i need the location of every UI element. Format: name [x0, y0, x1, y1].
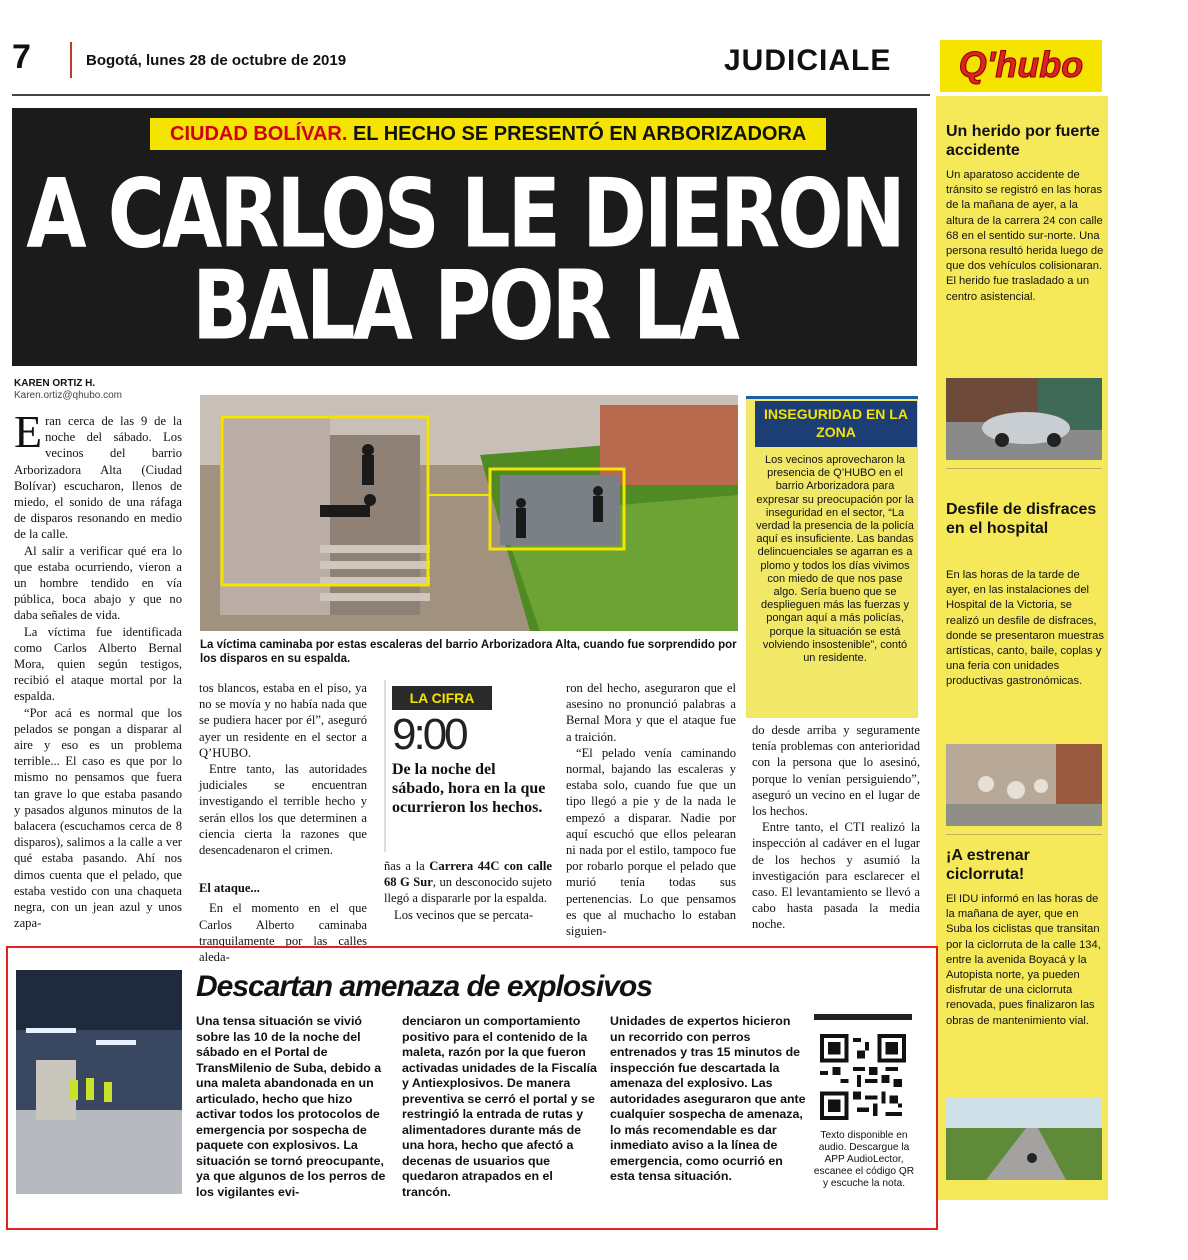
kicker	[150, 118, 826, 150]
sidebar-divider	[946, 468, 1102, 469]
kicker-text: EL HECHO SE PRESENTÓ EN ARBORIZADORA	[352, 123, 807, 145]
paragraph: En el momento en el que Carlos Alberto caminaba tranquilamente por las calles aleda-	[199, 901, 367, 965]
sidebar-title: Desfile de disfraces en el hospital	[946, 501, 1097, 537]
cifra-text: De la noche del sábado, hora en la que ocurrieron los hechos.	[392, 761, 546, 816]
qr-top-bar	[814, 1014, 912, 1020]
kicker-location: CIUDAD BOLÍVAR.	[170, 123, 348, 145]
paragraph: Entre tanto, las autoridades judiciales se encuentran investigando el terrible hecho y serán ellos los que determinen a ciencia cierta la razones que desencadenaron el crimen.	[199, 762, 367, 858]
author-email[interactable]: Karen.ortiz@qhubo.com	[14, 390, 122, 401]
newspaper-logo: Q'hubo	[940, 40, 1102, 92]
header-divider	[70, 42, 72, 78]
paragraph: do desde arriba y seguramente tenía problemas con anterioridad con la persona que lo asesinó, porque lo venían persiguiendo”, aseguró un vecino en el lugar de los hechos.	[752, 723, 920, 819]
paragraph: Al salir a verificar qué era lo que estaba ocurriendo, vieron a un hombre tendido en vía pública, boca abajo y que no daba señales de vida.	[14, 543, 182, 623]
page-number: 7	[12, 38, 31, 76]
boxed-story-column-3: Unidades de expertos hicieron un recorrido con perros entrenados y tras 15 minutos de inspección fue descartada la amenaza del explosivo. Las autoridades aseguraron que ante cualquier sospecha de amenaza, lo más recomendable es dar inmediato aviso a la línea de emergencia, como ocurrió en esta tensa situación.	[610, 1014, 806, 1183]
costume-parade-photo	[946, 744, 1102, 826]
section-title: JUDICIALE	[724, 44, 892, 77]
transmilenio-photo	[16, 970, 182, 1194]
paragraph: ron del hecho, aseguraron que el asesino no pronunció palabras a Bernal Mora y que el ataque fue a traición.	[566, 681, 736, 744]
paragraph: Los vecinos que se percata-	[394, 907, 534, 922]
paragraph: ñas a la Carrera 44C con calle 68 G Sur, un desconocido sujeto llegó a dispararle por la espalda.	[384, 859, 552, 906]
sidebar-title: Un herido por fuerte accidente	[946, 123, 1100, 159]
paragraph: “Por acá es normal que los pelados se pongan a disparar al aire y eso es un problema terrible... El caso es que por lo mismo no pensamos que fuera tan grave lo que estaba pasando y pasados algunos minutos de la balacera (escuchamos cerca de 8 disparos), salimos a la calle a ver qué estaba pasando. Ahí nos dimos cuenta que el pelado, que estaba vestido con una chaqueta negra, con un jean azul y unos zapa-	[14, 705, 182, 931]
qr-caption: Texto disponible en audio. Descargue la APP AudioLector, escanee el código QR y escuche la nota.	[813, 1130, 915, 1189]
paragraph: Eran cerca de las 9 de la noche del sábado. Los vecinos del barrio Arborizadora Alta (Ciudad Bolívar) escucharon, llenos de miedo, el sonido de una ráfaga de disparos resonando en medio de la calle.	[14, 406, 182, 542]
dateline: Bogotá, lunes 28 de octubre de 2019	[86, 52, 347, 69]
headline-line-2: BALA POR LA	[192, 252, 737, 362]
sidebar-divider	[946, 834, 1102, 835]
paragraph: “El pelado venía caminando normal, bajando las escaleras y estaba solo, cuando fue que un tipo llegó a pie y de la nada le empezó a disparar. Nadie por aquí escuchó que ellos pelearan ni nada por el estilo, tampoco fue por robarlo porque el pelado que murió tenía todas sus pertenencias. Lo que pensamos es que al muchacho lo estaban siguien-	[566, 745, 736, 939]
insecurity-text: Los vecinos aprovecharon la presencia de Q’HUBO en el barrio Arborizadora para expresar su preocupación por la inseguridad en el sector, “La verdad la presencia de la policía aquí es insuficiente. Las bandas delincuenciales se agarran es a plomo y todos los días vivimos con miedo de que nos pase algo. Sería bueno que se desplieguen más las fuerzas y pongan aquí a más policías, porque la situación se está volviendo insostenible”, contó un residente.	[756, 454, 914, 665]
top-rule	[12, 94, 930, 96]
boxed-story-column-1: Una tensa situación se vivió sobre las 10 de la noche del sábado en el Portal de TransMilenio de Suba, debido a una maleta abandonada en un articulado, hecho que hizo activar todos los protocolos de emergencia por sospecha de paquete con explosivos. La situación se tornó preocupante, ya que algunos de los perros de los vigilantes evi-	[196, 1014, 386, 1199]
sidebar-text: Un aparatoso accidente de tránsito se registró en las horas de la mañana de ayer, a la altura de la carrera 24 con calle 68 en el sentido sur-norte. Una persona resultó herida luego de que dos vehículos colisionaran. El herido fue trasladado a un centro asistencial.	[946, 169, 1104, 303]
sidebar-text: En las horas de la tarde de ayer, en las instalaciones del Hospital de la Victoria, se realizó un desfile de disfraces, donde se presentaron muestras artísticas, canto, baile, coplas y una feria con unidades productivas gastronómicas.	[946, 569, 1104, 688]
sidebar-title: ¡A estrenar ciclorruta!	[946, 847, 1030, 883]
drop-cap: E	[14, 406, 43, 457]
article-column-4	[566, 680, 736, 939]
paragraph: Entre tanto, el CTI realizó la inspección al cadáver en el lugar de los hechos y asumió la investigación para esclarecer el caso. El levantamiento se llevó a cabo hasta pasada la media noche.	[752, 820, 920, 932]
article-column-5	[752, 722, 920, 933]
boxed-story-title: Descartan amenaza de explosivos	[196, 970, 652, 1003]
insecurity-title: INSEGURIDAD EN LA ZONA	[755, 401, 917, 447]
qr-code-icon[interactable]	[820, 1034, 906, 1120]
subhead: El ataque...	[199, 881, 260, 896]
accident-photo	[946, 378, 1102, 460]
headline-line-1: A CARLOS LE DIERON	[26, 160, 903, 270]
article-column-1	[14, 406, 182, 932]
bike-path-photo	[946, 1098, 1102, 1180]
article-column-3	[384, 858, 552, 923]
boxed-story-column-2: denciaron un comportamiento positivo para el contenido de la maleta, razón por la que fueron activadas unidades de la Fiscalía y Antiexplosivos. De manera preventiva se cerró el portal y se restringió la entrada de rutas y alimentadores durante más de una hora, hecho que afectó a decenas de usuarios que quedaron atrapados en el trancón.	[402, 1014, 597, 1199]
sidebar-text: El IDU informó en las horas de la mañana de ayer, que en Suba los ciclistas que transitan por la ciclorruta de la calle 134, entre la avenida Boyacá y la Autopista norte, ya pueden disfrutar de una ciclorruta renovada, pues finalizaron las obras de mantenimiento vial.	[946, 893, 1101, 1027]
article-column-2	[199, 680, 367, 965]
cifra-value: 9:00	[392, 710, 466, 759]
stairs-photo	[200, 395, 738, 631]
cifra-label: LA CIFRA	[392, 686, 492, 710]
photo-caption: La víctima caminaba por estas escaleras del barrio Arborizadora Alta, cuando fue sorprendido por los disparos en su espalda.	[200, 639, 737, 665]
paragraph: La víctima fue identificada como Carlos Alberto Bernal Mora, quien según testigos, recibió el ataque mortal por la espalda.	[14, 624, 182, 704]
paragraph: tos blancos, estaba en el piso, ya no se movía y no había nada que se pudiera hacer por él”, aseguró ayer un residente en el sector a Q’HUBO.	[199, 681, 367, 760]
author-name: KAREN ORTIZ H.	[14, 378, 96, 389]
